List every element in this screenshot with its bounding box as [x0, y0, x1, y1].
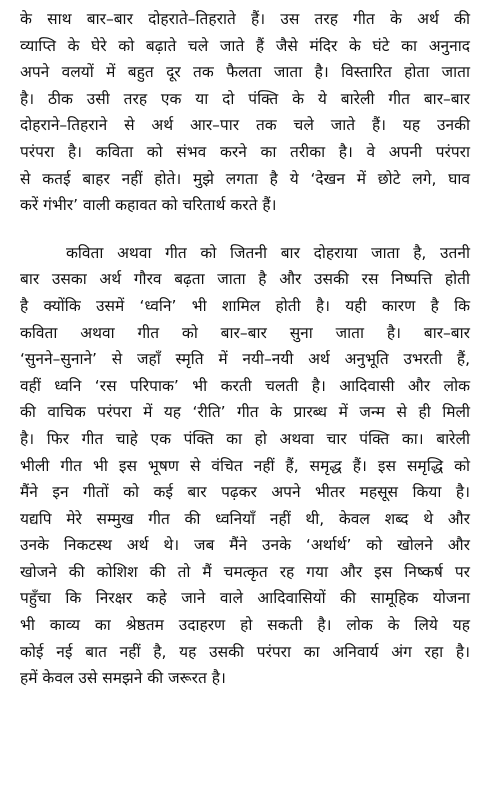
text-line: बार उसका अर्थ गौरव बढ़ता जाता है और उसकी रस निष्पत्ति होती	[20, 270, 470, 289]
text-line: पहुँचा कि निरक्षर कहे जाने वाले आदिवासियों की सामूहिक योजना	[20, 589, 470, 608]
paragraph-gap	[20, 219, 470, 240]
text-line: से कतई बाहर नहीं होते। मुझे लगता है ये ‘देखन में छोटे लगे, घाव	[20, 169, 470, 188]
paragraph-2	[20, 240, 470, 692]
text-line: के साथ बार–बार दोहराते–तिहराते हैं। उस तरह गीत के अर्थ की	[20, 10, 470, 28]
text-line: करें गंभीर’ वाली कहावत को चरितार्थ करते हैं।	[20, 196, 277, 215]
text-line: यद्यपि मेरे सम्मुख गीत की ध्वनियाँ नहीं थी, केवल शब्द थे और	[20, 509, 470, 528]
text-line: अपने वलयों में बहुत दूर तक फैलता जाता है। विस्तारित होता जाता	[20, 63, 470, 82]
text-line: कविता अथवा गीत को जितनी बार दोहराया जाता है, उतनी	[66, 243, 470, 262]
text-line: खोजने की कोशिश की तो मैं चमत्कृत रह गया और इस निष्कर्ष पर	[20, 562, 470, 581]
text-line: है। फिर गीत चाहे एक पंक्ति का हो अथवा चार पंक्ति का। बारेली	[20, 429, 470, 448]
text-line: दोहराने–तिहराने से अर्थ आर–पार तक चले जाते हैं। यह उनकी	[20, 116, 470, 135]
text-line: है। ठीक उसी तरह एक या दो पंक्ति के ये बारेली गीत बार–बार	[20, 89, 470, 108]
text-line: भी काव्य का श्रेष्ठतम उदाहरण हो सकती है। लोक के लिये यह	[20, 616, 470, 635]
text-line: भीली गीत भी इस भूषण से वंचित नहीं हैं, समृद्ध हैं। इस समृद्धि को	[20, 456, 470, 475]
text-line: कविता अथवा गीत को बार–बार सुना जाता है। बार–बार	[20, 323, 470, 342]
text-line: वहीं ध्वनि ‘रस परिपाक’ भी करती चलती है। आदिवासी और लोक	[20, 376, 470, 395]
text-line: हमें केवल उसे समझने की जरूरत है।	[20, 669, 226, 688]
text-line: कोई नई बात नहीं है, यह उसकी परंपरा का अनिवार्य अंग रहा है।	[20, 642, 470, 661]
text-line: मैंने इन गीतों को कई बार पढ़कर अपने भीतर महसूस किया है।	[20, 483, 470, 502]
text-line: उनके निकटस्थ अर्थ थे। जब मैंने उनके ‘अर्थार्थ’ को खोलने और	[20, 536, 470, 555]
text-line: ‘सुनने–सुनाने’ से जहाँ स्मृति में नयी–नयी अर्थ अनुभूति उभरती हैं,	[20, 350, 470, 369]
text-line: व्याप्ति के घेरे को बढ़ाते चले जाते हैं जैसे मंदिर के घंटे का अनुनाद	[20, 36, 470, 55]
text-line: की वाचिक परंपरा में यह ‘रीति’ गीत के प्रारब्ध में जन्म से ही मिली	[20, 403, 470, 422]
text-line: है क्योंकि उसमें ‘ध्वनि’ भी शामिल होती है। यही कारण है कि	[20, 296, 470, 315]
text-line: परंपरा है। कविता को संभव करने का तरीका है। वे अपनी परंपरा	[20, 142, 470, 161]
paragraph-1	[20, 6, 470, 219]
